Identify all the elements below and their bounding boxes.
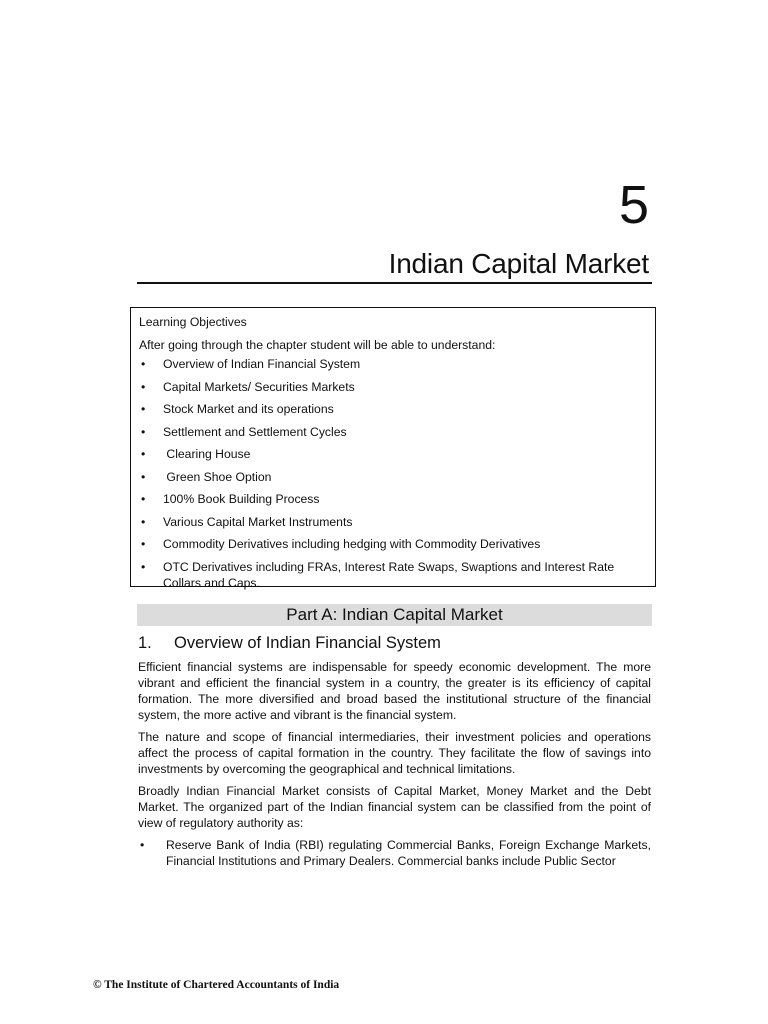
objective-text: Clearing House — [163, 447, 251, 461]
list-item — [139, 424, 647, 440]
paragraph: Efficient financial systems are indispensable for speedy economic development. The more vibrant and efficient the financial system in a country, the greater is its efficiency of capital formation. The more diversified and broad based the institutional structure of the financial system, the more active and vibrant is the financial system. — [138, 660, 651, 722]
bullet-icon: • — [141, 402, 146, 416]
list-item — [139, 379, 647, 395]
section-number: 1. — [138, 634, 152, 652]
bullet-icon: • — [140, 838, 145, 852]
objective-text: Green Shoe Option — [163, 469, 272, 484]
bullet-icon: • — [141, 537, 146, 551]
objective-text: OTC Derivatives including FRAs, Interest Rate Swaps, Swaptions and Interest Rate Collars and Caps. — [163, 559, 615, 590]
objective-text: Settlement and Settlement Cycles — [163, 424, 347, 439]
bullet-icon: • — [141, 514, 146, 529]
paragraph: The nature and scope of financial intermediaries, their investment policies and operations affect the process of capital formation in the country. They facilitate the flow of savings into investments by overcoming the geographical and technical limitations. — [138, 730, 651, 776]
list-item — [138, 837, 651, 869]
objective-text: Overview of Indian Financial System — [163, 357, 361, 371]
learning-objectives-box — [130, 307, 656, 590]
footer-copyright: © The Institute of Chartered Accountants of India — [93, 979, 340, 991]
title-rule — [137, 282, 652, 284]
list-item — [139, 469, 647, 485]
list-item — [139, 356, 647, 372]
chapter-number: 5 — [618, 175, 649, 235]
bullet-icon: • — [141, 492, 146, 506]
list-item — [139, 514, 647, 530]
bullet-icon: • — [141, 447, 146, 461]
list-item — [139, 446, 647, 462]
list-item — [139, 536, 647, 552]
learning-objectives-intro: After going through the chapter student will be able to understand: — [139, 337, 496, 352]
list-item — [139, 559, 647, 591]
objective-text: Stock Market and its operations — [163, 402, 334, 416]
section-title: Overview of Indian Financial System — [174, 634, 441, 652]
paragraph: Broadly Indian Financial Market consists of Capital Market, Money Market and the Debt Market. The organized part of the Indian financial system can be classified from the point of view of regulatory authority as: — [138, 784, 651, 830]
bullet-icon: • — [141, 379, 146, 394]
bullet-icon: • — [141, 424, 146, 439]
chapter-title: Indian Capital Market — [388, 248, 649, 279]
list-item — [139, 401, 647, 417]
part-banner: Part A: Indian Capital Market — [137, 604, 652, 626]
regulator-text: Reserve Bank of India (RBI) regulating Commercial Banks, Foreign Exchange Markets, Financial Institutions and Primary Dealers. Commercial banks include Public Sector — [166, 838, 651, 868]
objective-text: Various Capital Market Instruments — [163, 514, 353, 529]
bullet-icon: • — [141, 559, 146, 574]
bullet-icon: • — [141, 469, 146, 484]
objective-text: 100% Book Building Process — [163, 492, 320, 506]
objective-text: Commodity Derivatives including hedging with Commodity Derivatives — [163, 537, 541, 551]
learning-objectives-list — [139, 356, 647, 591]
learning-objectives-heading: Learning Objectives — [139, 315, 247, 329]
list-item — [139, 491, 647, 507]
objective-text: Capital Markets/ Securities Markets — [163, 379, 355, 394]
section-heading — [138, 633, 441, 653]
bullet-icon: • — [141, 357, 146, 371]
